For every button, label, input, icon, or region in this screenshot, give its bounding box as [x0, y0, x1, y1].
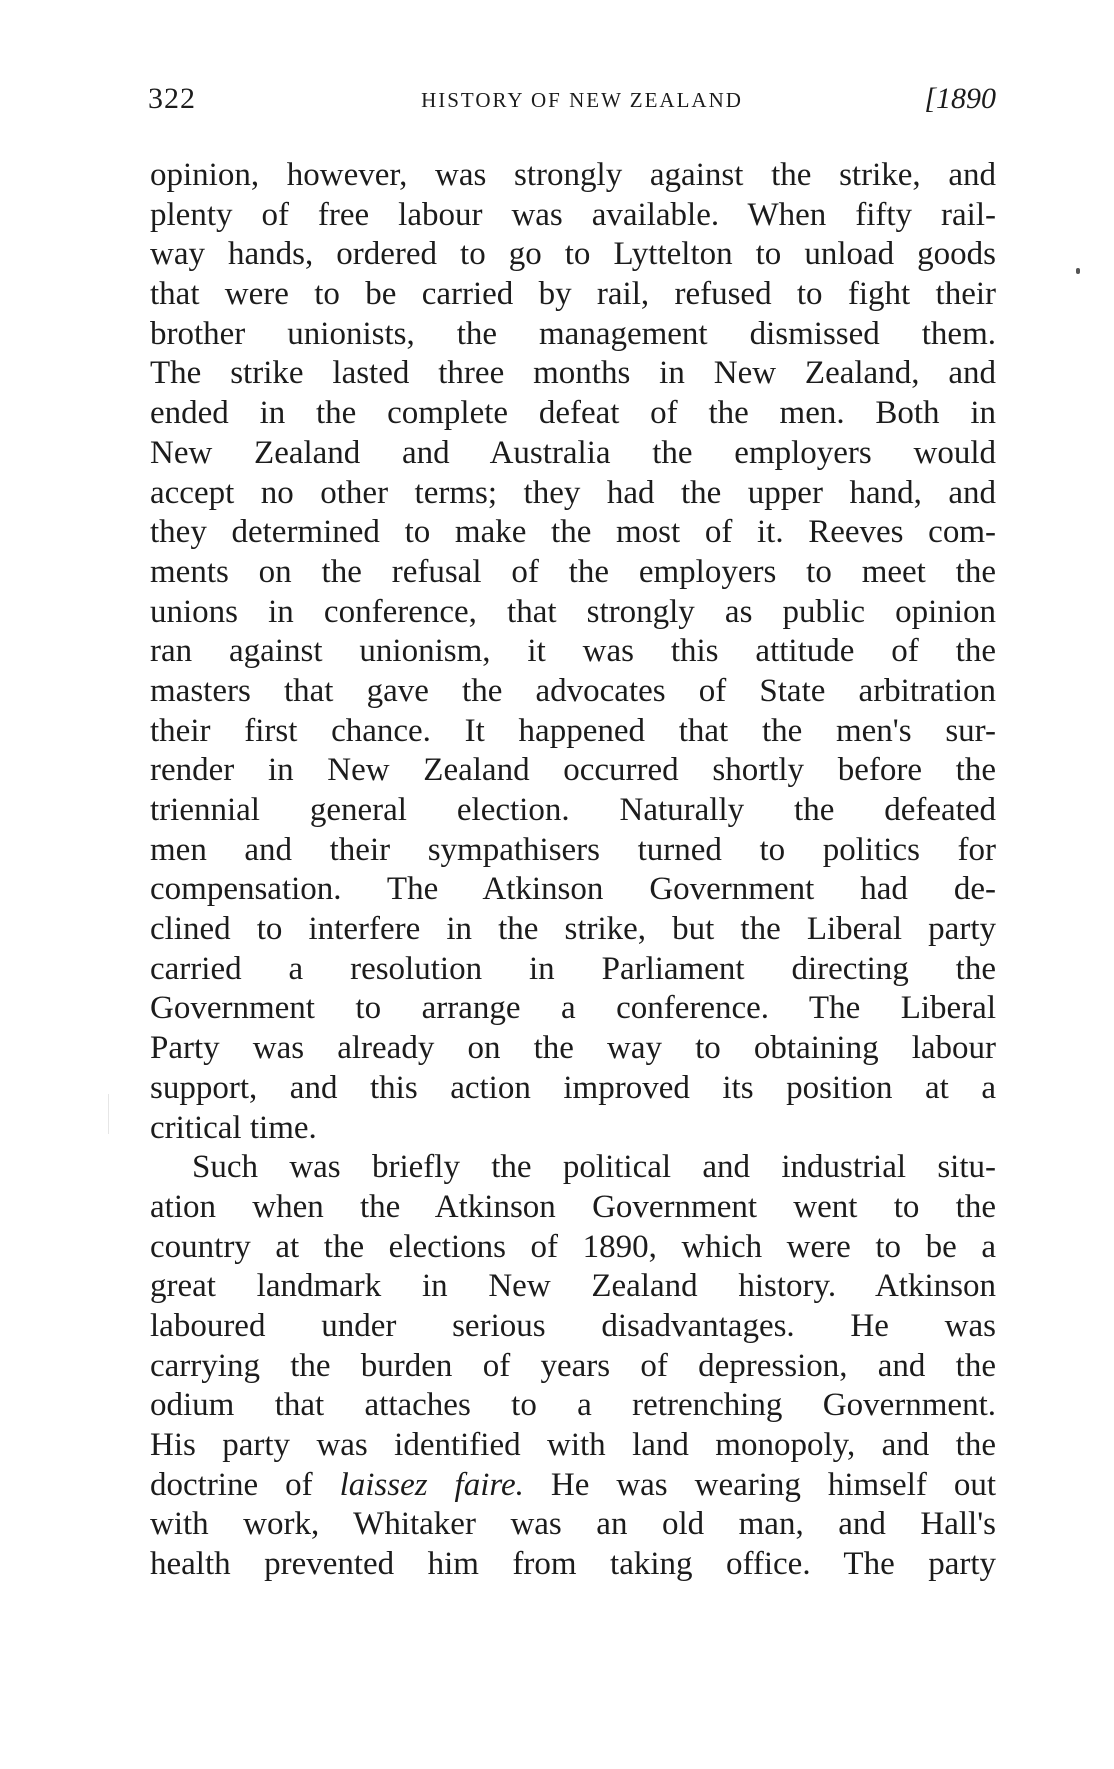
text-line: health prevented him from taking office. The party: [150, 1546, 996, 1583]
text-line: clined to interfere in the strike, but the Liberal party: [150, 911, 996, 948]
text-segment: doctrine of: [150, 1466, 340, 1503]
margin-mark: [108, 1094, 109, 1134]
italic-phrase: laissez faire.: [339, 1466, 524, 1503]
body-text: [150, 156, 996, 1585]
text-line: ments on the refusal of the employers to meet the: [150, 553, 996, 590]
text-line: men and their sympathisers turned to politics for: [150, 831, 996, 868]
text-line: brother unionists, the management dismissed them.: [150, 315, 996, 352]
text-line: Party was already on the way to obtaining labour: [150, 1030, 996, 1067]
text-line: ended in the complete defeat of the men. Both in: [150, 395, 996, 432]
text-line: ran against unionism, it was this attitude of the: [150, 633, 996, 670]
text-line: they determined to make the most of it. Reeves com-: [150, 514, 996, 551]
text-line: Government to arrange a conference. The Liberal: [150, 990, 996, 1027]
text-line: New Zealand and Australia the employers would: [150, 434, 996, 471]
text-line-italic: [150, 1466, 996, 1506]
text-line: with work, Whitaker was an old man, and Hall's: [150, 1506, 996, 1543]
paragraph-2: [150, 1148, 996, 1585]
text-line: way hands, ordered to go to Lyttelton to unload goods: [150, 236, 996, 273]
text-line: plenty of free labour was available. When fifty rail-: [150, 196, 996, 233]
text-line: that were to be carried by rail, refused to fight their: [150, 276, 996, 313]
text-line: accept no other terms; they had the upper hand, and: [150, 474, 996, 511]
text-line: their first chance. It happened that the men's sur-: [150, 712, 996, 749]
text-line: ation when the Atkinson Government went to the: [150, 1188, 996, 1225]
text-segment: He was wearing himself out: [523, 1466, 996, 1503]
text-line: odium that attaches to a retrenching Government.: [150, 1387, 996, 1424]
running-year: [1890: [924, 82, 996, 115]
running-head: [148, 82, 996, 122]
text-line: country at the elections of 1890, which were to be a: [150, 1228, 996, 1265]
paragraph-1: [150, 156, 996, 1148]
text-line: compensation. The Atkinson Government had de-: [150, 871, 996, 908]
text-line: support, and this action improved its position at a: [150, 1069, 996, 1106]
text-line: carrying the burden of years of depression, and the: [150, 1347, 996, 1384]
text-line: triennial general election. Naturally the defeated: [150, 792, 996, 828]
text-line: render in New Zealand occurred shortly before the: [150, 752, 996, 789]
text-line: great landmark in New Zealand history. Atkinson: [150, 1268, 996, 1305]
text-line: laboured under serious disadvantages. He was: [150, 1307, 996, 1344]
text-line: masters that gave the advocates of State arbitration: [150, 672, 996, 709]
ink-speck: [1076, 268, 1080, 274]
text-line: unions in conference, that strongly as public opinion: [150, 593, 996, 630]
text-line: Such was briefly the political and industrial situ-: [192, 1149, 996, 1186]
text-line: The strike lasted three months in New Zealand, and: [150, 355, 996, 392]
running-title: HISTORY OF NEW ZEALAND: [421, 88, 743, 112]
text-line: His party was identified with land monopoly, and the: [150, 1427, 996, 1463]
text-line: opinion, however, was strongly against the strike, and: [150, 157, 996, 193]
page-number: 322: [148, 82, 196, 115]
text-line: carried a resolution in Parliament directing the: [150, 950, 996, 987]
text-line: critical time.: [150, 1109, 317, 1146]
